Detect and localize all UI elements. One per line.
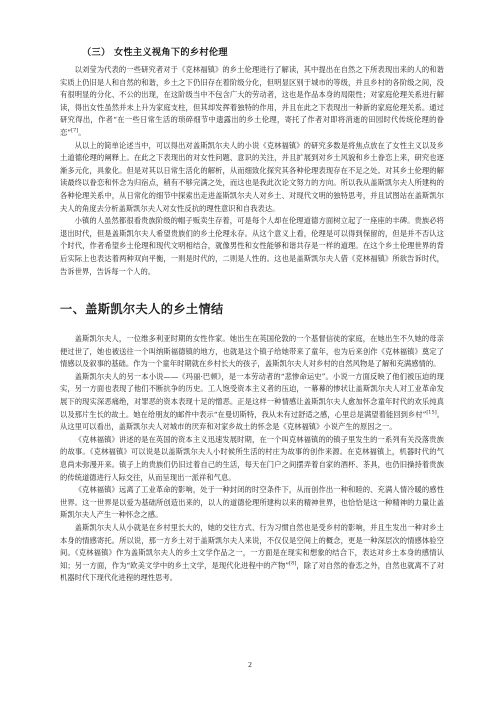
paragraph-text: 《克林福镇》远离了工业革命的影响，处于一种封闭的时空条件下，从而创作出一种和睦的、充满人情冷暖的感性世界。这一世界是以爱为基础所创造出来的，以人的道德伦理所建构以来的精神世界，也恰恰是这一种精神的力量让盖斯凯尔夫人产生一种怀念之感。 — [60, 485, 444, 520]
paragraph — [60, 371, 444, 434]
citation: [15] — [426, 409, 437, 416]
paragraph — [60, 484, 444, 522]
paragraph-tail: 。 — [78, 127, 86, 137]
paragraph — [60, 215, 444, 278]
page-content — [60, 44, 444, 585]
paragraph — [60, 434, 444, 484]
paragraph-text: 以刘莹为代表的一些研究者对于《克林福镇》的乡土伦理进行了解读，其中提出在自然之下所表现出来的人的和谐实质上仍旧是人和自然的和谐，乡土之下仍旧存在着阶级分化，但明显区别于城市的等级，并且乡村的各阶级之间，没有很明显的分化、不公的出现，在这阶级当中不包含广大的劳动者，这也是作品本身的局限性；对家庭伦理关系进行解读，得出女性虽然并未上升为家庭支柱，但其却发挥着独特的作用，并且在此之下表现出一种新的家庭伦理关系。通过研究得出，作者“在一些日常生活的琐碎细节中遗露出的乡土伦理，寄托了作者对即将消逝的田园时代传统伦理的眷恋” — [60, 65, 444, 137]
paragraph-text: 盖斯凯尔夫人的另一本小说——《玛丽·巴顿》，是一本劳动者的“悲惨命运史”。小说一方面反映了他们被压迫的现实，另一方面也表现了他们不断抗争的历史。工人饱受资本主义者的压迫，一幕幕的惨状让盖斯凯尔夫人对工业革命发展下的现实深恶痛绝，对罪恶的资本表现十足的憎恶。正是这样一种情感让盖斯凯尔夫人愈加怀念童年时代的欢乐纯真以及那片生长的故土。她在给朋友的邮件中表示“在曼切斯特，我从未有过舒适之感，心里总是满望着能回到乡村” — [60, 371, 444, 419]
paragraph — [60, 333, 444, 371]
paragraph — [60, 140, 444, 216]
citation: [7] — [71, 127, 79, 134]
paragraph — [60, 522, 444, 585]
paragraph — [60, 64, 444, 140]
subsection-title: （三） 女性主义视角下的乡村伦理 — [82, 47, 228, 58]
paragraph-text: 《克林福镇》讲述的是在英国的资本主义迅速发展时期，在一个叫克林福镇的的镇子里发生的一系列有关没落贵族的故事。《克林福镇》可以说是以盖斯凯尔夫人小时候所生活的村庄为故事的创作来源。在克林福镇上，机器时代的气息尚未弥漫开来。镇子上的贵族们仍旧过着自己的生活，每天在门户之间摆弄着自家的酒杯、茶具，也仍旧操持着贵族的传统道德进行人际交往，从而呈现出一派祥和气息。 — [60, 434, 444, 482]
paragraph-text: 盖斯凯尔夫人，一位维多利亚时期的女性作家。她出生在英国伦敦的一个基督信徒的家庭，在她出生不久她的母亲便过世了，她也被送往一个叫纳斯福德镇的地方，也就是这个镇子给她带来了童年，也为后来创作《克林福镇》奠定了情感以及叙事的基础。作为一个童年时期就在乡村长大的孩子，盖斯凯尔夫人对乡村的自然风物是了解和充满感情的。 — [60, 334, 444, 369]
paragraph-tail: ，除了对自然的眷恋之外，自然也就离不了对机器时代下现代化进程的理性思考。 — [60, 560, 444, 583]
paragraph-text: 盖斯凯尔夫人从小就是在乡村里长大的，她的交往方式、行为习惯自然也是受乡村的影响，并且生发出一种对乡土本身的情感寄托。所以说，那一方乡土对于盖斯凯尔夫人来说，不仅仅是空间上的概念，更是一种深层次的情感体验空间。《克林福镇》作为盖斯凯尔夫人的乡土文学作品之一，一方面是在现实和想象的结合下，表达对乡土本身的感情认知；另一方面，作为“欧美文学中的乡土文学，是现代化进程中的产物” — [60, 523, 444, 570]
citation: [8] — [289, 560, 297, 567]
section-title: 一、盖斯凯尔夫人的乡土情结 — [60, 302, 224, 317]
paragraph-text: 小镇的人虽然都很看贵族阶级的帽子贩卖生存着，可是每个人却在伦理道德方面树立起了一座座的丰碑。贵族必将退出时代，但是盖斯凯尔夫人希望贵族们的乡土伦理永存。从这个意义上看，伦理是可以得到保留的，但是并不否认这个时代，作者希望乡土伦理和现代文明相结合，就像男性和女性能够和谐共存是一样的道理。在这个乡土伦理世界的背后实际上也表达着两种双向平衡，一则是时代的，二则是人性的。这也是盖斯凯尔夫人借《克林福镇》所欲告诉时代，告诉世界，告诉每一个人的。 — [60, 216, 444, 276]
paragraph-tail: 。从这里可以看出，盖斯凯尔夫人对城市的厌弃和对家乡故土的怀念是《克林福镇》小说产生的原因之一。 — [60, 409, 444, 432]
page-number: 2 — [248, 660, 252, 669]
paragraph-text: 从以上的简单论述当中，可以得出对盖斯凯尔夫人的小说《克林福镇》的研究多数是将焦点放在了女性主义以及乡土道德伦理的阐释上。在此之下表现出的对女性问题、意识的关注，并且扩展到对乡土风貌和乡土眷恋上来，研究也逐渐多元化，具象化。但是对其以日常生活化的解析，从而细致化探究其各种伦理表现存在不足之处。对其乡土伦理的解读最终以眷恋和怀念为归宿点，稍有不够完满之处，而这也是我此次论文努力的方向。所以我从盖斯凯尔夫人所建构的各种伦理关系中，从日常化的细节中探索出走进盖斯凯尔夫人对乡土、对现代文明的独特思考，并且试图站在盖斯凯尔夫人的角度去分析盖斯凯尔夫人对女性反抗的理性意识和自我表达。 — [60, 140, 444, 213]
